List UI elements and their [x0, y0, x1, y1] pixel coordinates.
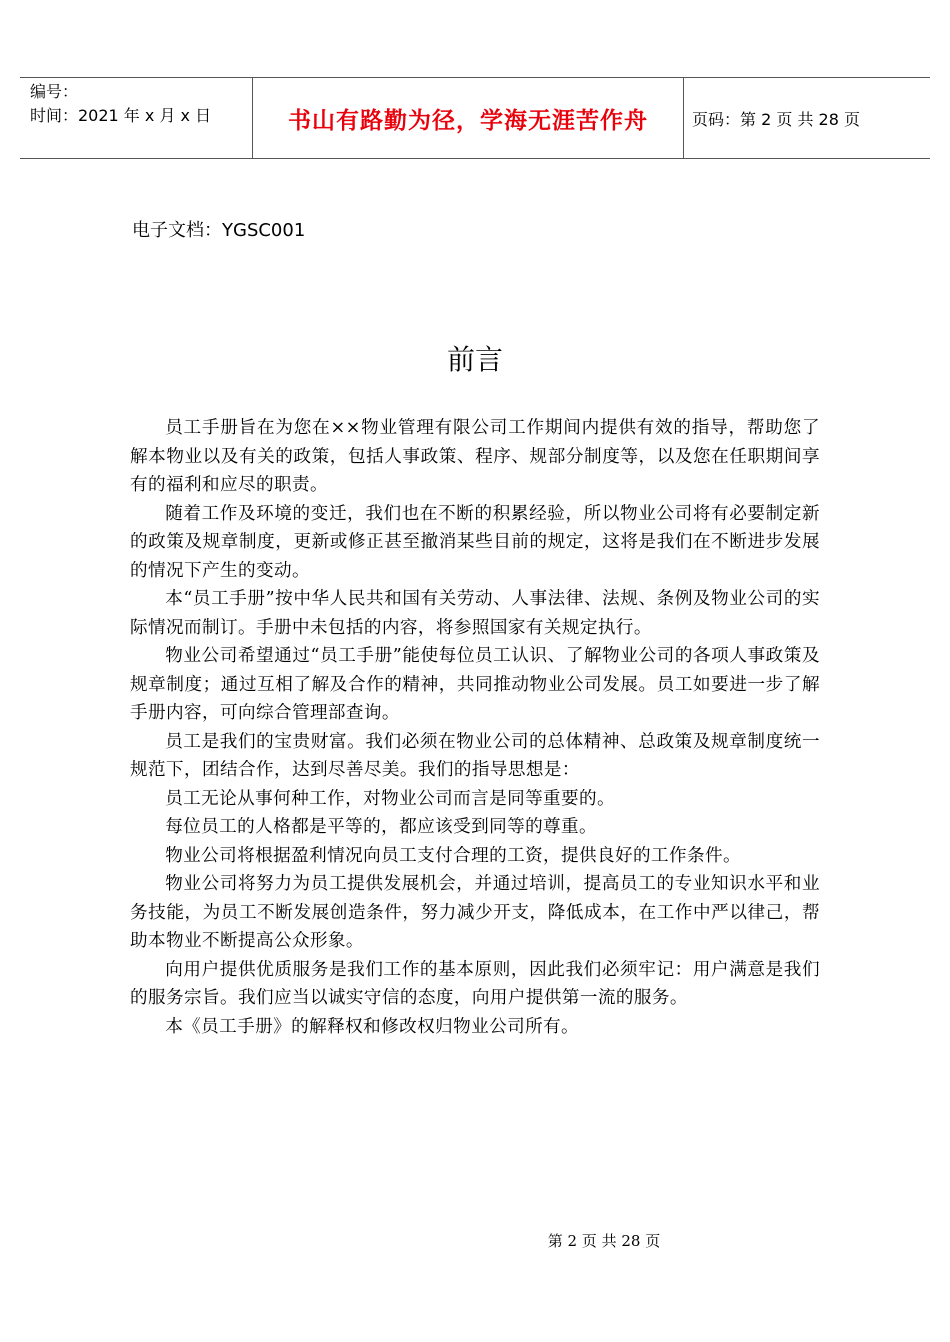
header-motto-cell [252, 78, 684, 158]
body-paragraph: 向用户提供优质服务是我们工作的基本原则，因此我们必须牢记：用户满意是我们的服务宗旨。我们应当以诚实守信的态度，向用户提供第一流的服务。 [130, 959, 820, 1008]
page-footer: 第 2 页 共 28 页 [547, 1232, 661, 1250]
body-paragraph: 员工手册旨在为您在××物业管理有限公司工作期间内提供有效的指导，帮助您了解本物业以及有关的政策，包括人事政策、程序、规部分制度等，以及您在任职期间享有的福利和应尽的职责。 [130, 418, 820, 495]
document-body [130, 414, 820, 1041]
document-title: 前言 [446, 343, 503, 376]
body-paragraph: 本《员工手册》的解释权和修改权归物业公司所有。 [165, 1016, 580, 1037]
header-page-cell [684, 78, 930, 158]
body-paragraph: 每位员工的人格都是平等的，都应该受到同等的尊重。 [165, 817, 598, 837]
body-paragraph: 物业公司将努力为员工提供发展机会，并通过培训，提高员工的专业知识水平和业务技能，为员工不断发展创造条件，努力减少开支，降低成本，在工作中严以律己，帮助本物业不断提高公众形象。 [130, 874, 820, 951]
body-paragraph: 随着工作及环境的变迁，我们也在不断的积累经验，所以物业公司将有必要制定新的政策及规章制度，更新或修正甚至撤消某些目前的规定，这将是我们在不断进步发展的情况下产生的变动。 [130, 503, 820, 581]
body-paragraph: 本“员工手册”按中华人民共和国有关劳动、人事法律、法规、条例及物业公司的实际情况而制订。手册中未包括的内容，将参照国家有关规定执行。 [130, 589, 820, 638]
electronic-document-number: 电子文档：YGSC001 [132, 220, 306, 241]
header-page-info: 页码：第 2 页 共 28 页 [692, 109, 860, 129]
body-paragraph: 物业公司将根据盈利情况向员工支付合理的工资，提供良好的工作条件。 [165, 845, 741, 866]
body-paragraph: 物业公司希望通过“员工手册”能使每位员工认识、了解物业公司的各项人事政策及规章制度；通过互相了解及合作的精神，共同推动物业公司发展。员工如要进一步了解手册内容，可向综合管理部查询。 [130, 646, 820, 723]
document-date-label: 时间：2021 年 x 月 x 日 [30, 106, 212, 125]
header-motto: 书山有路勤为径，学海无涯苦作舟 [288, 107, 648, 134]
page-header [20, 77, 930, 159]
header-meta-cell [20, 78, 252, 158]
body-paragraph: 员工是我们的宝贵财富。我们必须在物业公司的总体精神、总政策及规章制度统一规范下，团结合作，达到尽善尽美。我们的指导思想是： [130, 731, 820, 780]
document-number-label: 编号： [30, 82, 79, 101]
body-paragraph: 员工无论从事何种工作，对物业公司而言是同等重要的。 [165, 788, 616, 809]
